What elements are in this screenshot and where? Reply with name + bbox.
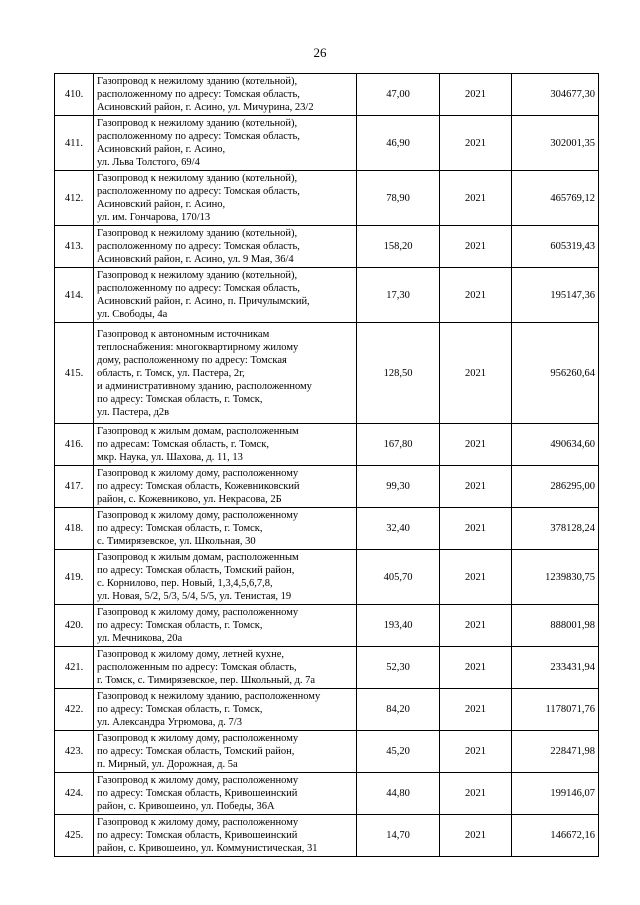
pipeline-length: 99,30: [357, 466, 440, 508]
cost-value: 302001,35: [512, 116, 599, 171]
row-number: 414.: [55, 268, 94, 323]
pipeline-length: 44,80: [357, 773, 440, 815]
pipeline-length: 46,90: [357, 116, 440, 171]
cost-value: 199146,07: [512, 773, 599, 815]
commissioning-year: 2021: [440, 466, 512, 508]
table-row: [55, 226, 599, 268]
table-row: [55, 550, 599, 605]
object-description: Газопровод к жилому дому, расположенному по адресу: Томская область, Кривошеинский район, с. Кривошеино, ул. Победы, 36А: [94, 773, 357, 815]
commissioning-year: 2021: [440, 74, 512, 116]
object-description: Газопровод к нежилому зданию (котельной), расположенному по адресу: Томская область, Асиновский район, г. Асино, ул. Льва Толстого, 69/4: [94, 116, 357, 171]
row-number: 424.: [55, 773, 94, 815]
pipeline-length: 47,00: [357, 74, 440, 116]
row-number: 425.: [55, 815, 94, 857]
commissioning-year: 2021: [440, 689, 512, 731]
object-description: Газопровод к жилым домам, расположенным по адресам: Томская область, г. Томск, мкр. Наука, ул. Шахова, д. 11, 13: [94, 424, 357, 466]
object-description: Газопровод к жилому дому, расположенному по адресу: Томская область, г. Томск, ул. Мечникова, 20а: [94, 605, 357, 647]
commissioning-year: 2021: [440, 647, 512, 689]
pipeline-length: 405,70: [357, 550, 440, 605]
table-row: [55, 731, 599, 773]
table-row: [55, 74, 599, 116]
row-number: 412.: [55, 171, 94, 226]
page-number: 26: [313, 45, 327, 60]
commissioning-year: 2021: [440, 424, 512, 466]
cost-value: 1239830,75: [512, 550, 599, 605]
commissioning-year: 2021: [440, 815, 512, 857]
table-row: [55, 773, 599, 815]
cost-value: 888001,98: [512, 605, 599, 647]
cost-value: 228471,98: [512, 731, 599, 773]
row-number: 423.: [55, 731, 94, 773]
cost-value: 286295,00: [512, 466, 599, 508]
cost-value: 233431,94: [512, 647, 599, 689]
object-description: Газопровод к жилому дому, расположенному по адресу: Томская область, г. Томск, с. Тимирязевское, ул. Школьная, 30: [94, 508, 357, 550]
commissioning-year: 2021: [440, 731, 512, 773]
row-number: 419.: [55, 550, 94, 605]
pipeline-length: 32,40: [357, 508, 440, 550]
pipeline-length: 167,80: [357, 424, 440, 466]
cost-value: 304677,30: [512, 74, 599, 116]
object-description: Газопровод к нежилому зданию (котельной), расположенному по адресу: Томская область, Асиновский район, г. Асино, п. Причулымский, ул. Свободы, 4а: [94, 268, 357, 323]
row-number: 418.: [55, 508, 94, 550]
cost-value: 146672,16: [512, 815, 599, 857]
pipeline-length: 193,40: [357, 605, 440, 647]
cost-value: 956260,64: [512, 323, 599, 424]
object-description: Газопровод к нежилому зданию (котельной), расположенному по адресу: Томская область, Асиновский район, г. Асино, ул. Мичурина, 23/2: [94, 74, 357, 116]
cost-value: 465769,12: [512, 171, 599, 226]
commissioning-year: 2021: [440, 226, 512, 268]
pipeline-length: 17,30: [357, 268, 440, 323]
table-row: [55, 815, 599, 857]
commissioning-year: 2021: [440, 773, 512, 815]
pipeline-length: 78,90: [357, 171, 440, 226]
table-row: [55, 171, 599, 226]
object-description: Газопровод к жилому дому, расположенному по адресу: Томская область, Кривошеинский район, с. Кривошеино, ул. Коммунистическая, 31: [94, 815, 357, 857]
object-description: Газопровод к жилому дому, летней кухне, расположенным по адресу: Томская область, г. Томск, с. Тимирязевское, пер. Школьный, д. 7а: [94, 647, 357, 689]
row-number: 410.: [55, 74, 94, 116]
pipeline-length: 45,20: [357, 731, 440, 773]
table-row: [55, 466, 599, 508]
cost-value: 378128,24: [512, 508, 599, 550]
pipeline-length: 128,50: [357, 323, 440, 424]
row-number: 421.: [55, 647, 94, 689]
row-number: 413.: [55, 226, 94, 268]
row-number: 415.: [55, 323, 94, 424]
object-description: Газопровод к нежилому зданию (котельной), расположенному по адресу: Томская область, Асиновский район, г. Асино, ул. 9 Мая, 36/4: [94, 226, 357, 268]
table-row: [55, 605, 599, 647]
row-number: 411.: [55, 116, 94, 171]
table-row: [55, 689, 599, 731]
cost-value: 490634,60: [512, 424, 599, 466]
commissioning-year: 2021: [440, 550, 512, 605]
pipeline-length: 52,30: [357, 647, 440, 689]
row-number: 422.: [55, 689, 94, 731]
object-description: Газопровод к жилому дому, расположенному по адресу: Томская область, Томский район, п. Мирный, ул. Дорожная, д. 5а: [94, 731, 357, 773]
object-description: Газопровод к жилым домам, расположенным по адресу: Томская область, Томский район, с. Корнилово, пер. Новый, 1,3,4,5,6,7,8, ул. Новая, 5/2, 5/3, 5/4, 5/5, ул. Тенистая, 19: [94, 550, 357, 605]
object-description: Газопровод к автономным источникам теплоснабжения: многоквартирному жилому дому, расположенному по адресу: Томская область, г. Томск, ул. Пастера, 2г, и административному зданию, расположенному по адресу: Томская область, г. Томск, ул. Пастера, д2в: [94, 323, 357, 424]
table-row: [55, 116, 599, 171]
cost-value: 1178071,76: [512, 689, 599, 731]
row-number: 417.: [55, 466, 94, 508]
pipeline-length: 158,20: [357, 226, 440, 268]
table-row: [55, 647, 599, 689]
row-number: 420.: [55, 605, 94, 647]
table-body: [55, 74, 599, 857]
commissioning-year: 2021: [440, 171, 512, 226]
table-row: [55, 323, 599, 424]
commissioning-year: 2021: [440, 508, 512, 550]
pipeline-length: 84,20: [357, 689, 440, 731]
gas-pipeline-table: [54, 73, 599, 857]
object-description: Газопровод к нежилому зданию (котельной), расположенному по адресу: Томская область, Асиновский район, г. Асино, ул. им. Гончарова, 170/13: [94, 171, 357, 226]
table-row: [55, 508, 599, 550]
object-description: Газопровод к жилому дому, расположенному по адресу: Томская область, Кожевниковский район, с. Кожевниково, ул. Некрасова, 2Б: [94, 466, 357, 508]
cost-value: 195147,36: [512, 268, 599, 323]
table-row: [55, 424, 599, 466]
cost-value: 605319,43: [512, 226, 599, 268]
row-number: 416.: [55, 424, 94, 466]
pipeline-length: 14,70: [357, 815, 440, 857]
commissioning-year: 2021: [440, 268, 512, 323]
table-row: [55, 268, 599, 323]
commissioning-year: 2021: [440, 605, 512, 647]
commissioning-year: 2021: [440, 323, 512, 424]
commissioning-year: 2021: [440, 116, 512, 171]
object-description: Газопровод к нежилому зданию, расположенному по адресу: Томская область, г. Томск, ул. Александра Угрюмова, д. 7/3: [94, 689, 357, 731]
